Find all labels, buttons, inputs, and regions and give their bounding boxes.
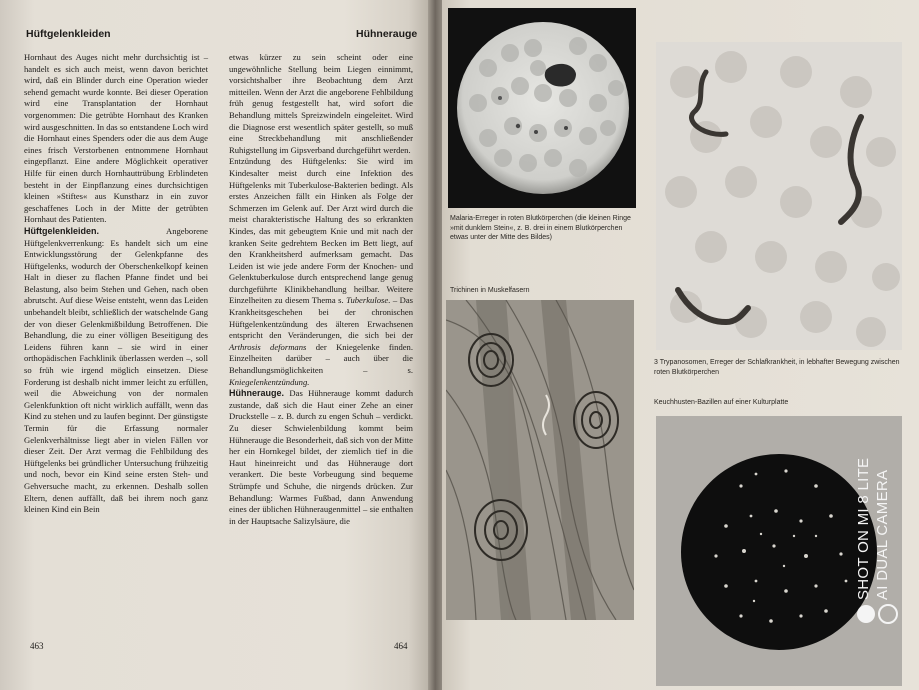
paragraph-text: Angeborene Hüftgelenkverrenkung: Es handelt sich um eine Entwicklungsstörung der Gelenkpfanne des Hüftgelenks, wodurch der Oberschenkelkopf keinen Halt in dieser zu flachen Pfanne findet und bei Belastung, also beim Stehen und Gehen, nach oben abrutscht. Auf diese Weise entsteht, wenn das Leiden unbehandelt bleibt, schließlich der watschelnde Gang der von dieser Gelenkmißbildung Betroffenen. Die Behandlung, die zu einer völligen Beseitigung des Leidens führen kann – sie wird in einer orthopädischen Fachklinik überlassen werden –, soll so früh wie irgend möglich einsetzen. Diese Forderung ist deshalb nicht immer leicht zu erfüllen, weil die Abweichung von der normalen Gelenkfunktion oft nicht wirklich auffällt, wenn das Kind zu stehen und zu laufen beginnt. Der günstigste Termin für die Erfassung normaler Gelenkverhältnisse liegt aber in vielen Fällen vor dieser Zeit. Der Arzt vermag die Fehlbildung des Hüftgelenks bei gründlicher Untersuchung frühzeitig und noch, bevor ein Kind seine ersten Steh- und Gehversuche macht, zu erkennen. Deshalb sollen Eltern, denen auffällt, daß bei ihrem noch ganz kleinen Kind ein Bein	[24, 225, 208, 515]
trypanosomen-micrograph-image	[656, 42, 902, 350]
trichinen-photo	[446, 300, 634, 620]
caption-trypanosomen: 3 Trypanosomen, Erreger der Schlafkrankheit, in lebhafter Bewegung zwischen roten Blutkörperchen	[654, 359, 900, 376]
paragraph-hueftgelenk	[24, 226, 208, 516]
paragraph-continuation: etwas kürzer zu sein scheint oder eine ungewöhnliche Stellung beim Liegen einnimmt, vorsichtshalber ihre Beobachtung dem Arzt mitteilen. Wenn der Arzt die angeborene Fehlbildung früh genug festgestellt hat, wird sofort die Behandlung mittels Spreizwindeln eingeleitet. Wird die Diagnose erst wesentlich später gestellt, so muß eine Streckbehandlung mit anschließender Ruhigstellung im Gipsverband durchgeführt werden.	[229, 52, 413, 155]
keyword-huehnerauge: Hühnerauge.	[229, 388, 285, 399]
left-book-page	[0, 0, 430, 690]
paragraph-entzuendung	[229, 156, 413, 388]
trichinen-micrograph-image	[446, 300, 634, 620]
right-book-page	[442, 0, 919, 690]
watermark-line-1: SHOT ON MI 8 LITE	[855, 457, 872, 600]
text-column-2	[229, 52, 413, 527]
malaria-micrograph-image	[448, 8, 636, 208]
page-number-left: 463	[30, 641, 44, 651]
caption-trichinen: Trichinen in Muskelfasern	[450, 287, 530, 294]
paragraph-text: Das Hühnerauge kommt dadurch zustande, daß sich die Haut einer Zehe an einer Druckstelle – z. B. durch zu engen Schuh – verdickt. Zu dieser Schwielenbildung kommt beim Hühnerauge die Besonderheit, daß sich von der Mitte her ein Hornkegel bildet, der ziemlich tief in die Haut hineinreicht und das Hühnerauge dort verankert. Die beste Vorbeugung sind bequeme Strümpfe und Schuhe, die nirgends drücken. Zur Behandlung: Warmes Fußbad, dann Anwendung eines der üblichen Hühneraugenmittel – sie enthalten in der Hauptsache Salizylsäure, die	[229, 388, 413, 526]
page-number-right: 464	[394, 641, 408, 651]
paragraph-text: . – Das Krankheitsgeschehen bei der chronischen Hüftgelenkentzündung des älteren Erwachsenen entspricht den Veränderungen, die sich bei der	[229, 295, 413, 341]
caption-keuchhusten: Keuchhusten-Bazillen auf einer Kulturplatte	[654, 399, 789, 406]
crossref-kniegelenk: Kniegelenkentzündung.	[229, 376, 310, 387]
paragraph-text: Entzündung des Hüftgelenks: Sie wird im Kindesalter meist durch eine Infektion des Hüftgelenks mit Tuberkulose-Bakterien bedingt. Als erstes Anzeichen fällt ein Hinken als Folge der Schmerzen im Gelenk auf. Der Arzt wird durch die meist charakteristische Haltung des so erkrankten Kindes, das mit gebeugtem Knie und mit nach der kranken Seite gedrehtem Becken im Bett liegt, auf den Krankheitsherd aufmerksam gemacht. Das Leiden ist wie jede andere Form der Knochen- und Gelenktuberkulose durch entsprechend lange genug durchgeführte Klinikbehandlung heilbar. Weitere Einzelheiten zu diesem Thema s.	[229, 156, 413, 306]
crossref-arthrosis: Arthrosis deformans	[229, 341, 307, 352]
running-header-left: Hüftgelenkleiden	[26, 28, 111, 40]
crossref-tuberkulose: Tuberkulose	[346, 295, 389, 306]
paragraph-hornhaut: Hornhaut des Auges nicht mehr durchsichtig ist – handelt es sich auch meist, wenn davon berichtet wird, daß ein Blinder durch eine Operation wieder sehend gemacht wurde konnte. Bei dieser Operation wird eine Transplantation der Hornhaut vorgenommen: Die getrübte Hornhaut des Kranken wird ausgeschnitten. In das so entstandene Loch wird die Hornhaut eines Spenders oder die aus dem Auge eines frisch Verstorbenen entnommene Hornhaut eingepflanzt. Eine andere Möglichkeit operativer Hilfe für einen durch Hornhauttrübung Erblindeten besteht in der Einpflanzung eines durchsichtigen kleinen »Stiftes« aus Kunstharz in ein zuvor geschaffenes Loch in der Mitte der getrübten Hornhaut des Patienten.	[24, 52, 208, 225]
caption-malaria: Malaria-Erreger in roten Blutkörperchen (die kleinen Ringe »mit dunklem Stein«, z. B. drei in einem Blutkörperchen etwas unter der Mitte des Bildes)	[450, 215, 631, 241]
malaria-photo	[448, 8, 636, 208]
trypanosomen-photo	[656, 42, 902, 350]
watermark-line-2: AI DUAL CAMERA	[874, 469, 891, 600]
paragraph-text: der Kniegelenke finden. Einzelheiten darüber – auch über die Behandlungsmöglichkeiten – s.	[229, 341, 413, 376]
text-column-1	[24, 52, 208, 516]
keyword-hueftgelenkleiden: Hüftgelenkleiden.	[24, 225, 100, 236]
paragraph-huehnerauge	[229, 388, 413, 527]
watermark-logo-icon	[855, 600, 915, 630]
running-header-right: Hühnerauge	[356, 28, 418, 40]
